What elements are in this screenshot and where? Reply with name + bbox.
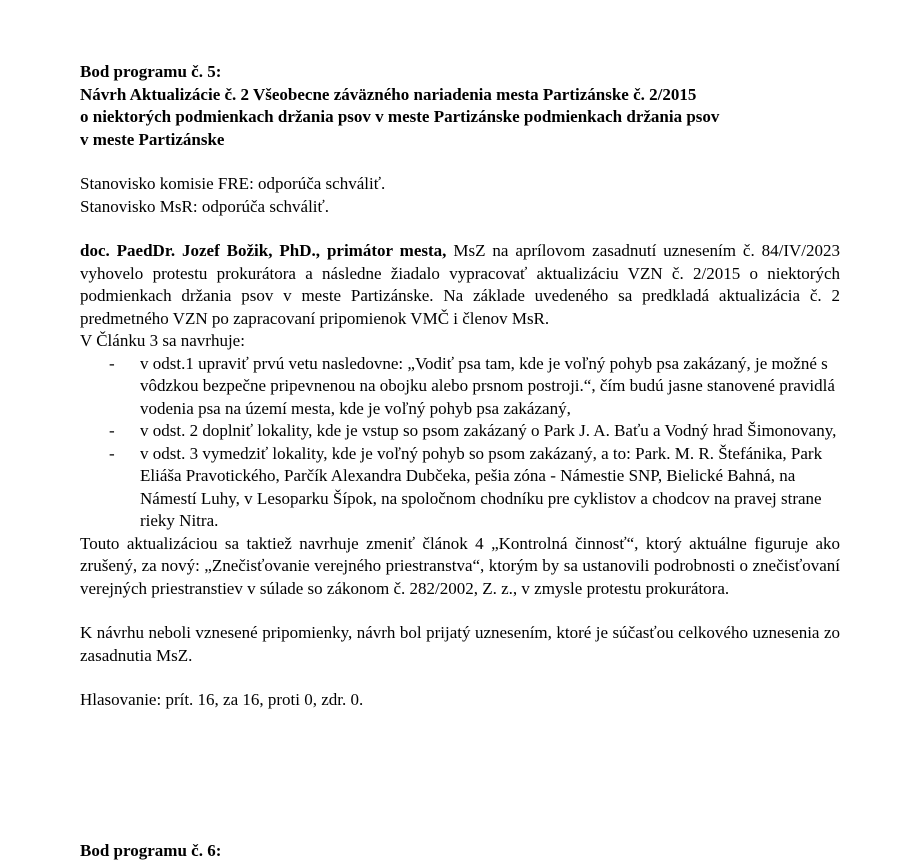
agenda-item-title-line-2: o niektorých podmienkach držania psov v meste Partizánske podmienkach držania psov (80, 107, 720, 126)
agenda-item-heading (80, 61, 840, 151)
article3-list (80, 353, 840, 533)
agenda-item-title-line-3: v meste Partizánske (80, 129, 225, 149)
list-item-text: v odst. 3 vymedziť lokality, kde je voľný pohyb so psom zakázaný, a to: Park. M. R. Štefánika, Park Eliáša Pravotického, Parčík Alexandra Dubčeka, pešia zóna - Námestie SNP, Bielické Bahná, na Námestí Luhy, v Lesoparku Šípok, na spoločnom chodníku pre cyklistov a chodcov na pravej strane rieky Nitra. (140, 443, 823, 530)
article4-paragraph: Touto aktualizáciou sa taktiež navrhuje zmeniť článok 4 „Kontrolná činnosť“, ktorý aktuálne figuruje ako zrušený, za nový: „Znečisťovanie verejného priestranstva“, ktorým by sa ustanovili podrobnosti o znečisťovaní verejných priestranstiev v súlade so zákonom č. 282/2002, Z. z., v zmysle protestu prokurátora. (80, 533, 840, 598)
dash-bullet: - (109, 353, 115, 373)
dash-bullet: - (109, 443, 115, 463)
vote-result: Hlasovanie: prít. 16, za 16, proti 0, zdr. 0. (80, 690, 364, 709)
position-city-council: Stanovisko MsR: odporúča schváliť. (80, 196, 330, 216)
speaker-name: doc. PaedDr. Jozef Božik, PhD., primátor mesta, (80, 241, 447, 260)
agenda-item-number: Bod programu č. 5: (80, 62, 222, 81)
document-page (80, 61, 840, 712)
result-paragraph: K návrhu neboli vznesené pripomienky, návrh bol prijatý uznesením, ktoré je súčasťou celkového uznesenia zo zasadnutia MsZ. (80, 623, 840, 665)
dash-bullet: - (109, 421, 115, 440)
next-agenda-item-heading: Bod programu č. 6: (80, 841, 222, 860)
intro-paragraph (80, 240, 840, 330)
article3-lead: V Článku 3 sa navrhuje: (80, 331, 245, 350)
agenda-item-title-line-1: Návrh Aktualizácie č. 2 Všeobecne záväzného nariadenia mesta Partizánske č. 2/2015 (80, 84, 697, 104)
position-fre-committee: Stanovisko komisie FRE: odporúča schváliť. (80, 174, 386, 193)
intro-text: MsZ na aprílovom zasadnutí uznesením č. 84/IV/2023 vyhovelo protestu prokurátora a následne žiadalo vypracovať aktualizáciu VZN č. 2/2015 o niektorých podmienkach držania psov v meste Partizánske. Na základe uvedeného sa predkladá aktualizácia č. 2 predmetného VZN po zapracovaní pripomienok VMČ i členov MsR. (80, 241, 840, 328)
list-item (80, 353, 840, 421)
list-item (80, 420, 840, 443)
list-item-text: v odst.1 upraviť prvú vetu nasledovne: „Vodiť psa tam, kde je voľný pohyb psa zakázaný, je možné s vôdzkou bezpečne pripevnenou na obojku alebo prsnom postroji.“, čím budú jasne stanovené pravidlá vodenia psa na území mesta, kde je voľný pohyb psa zakázaný, (140, 353, 835, 418)
list-item-text: v odst. 2 doplniť lokality, kde je vstup so psom zakázaný o Park J. A. Baťu a Vodný hrad Šimonovany, (140, 421, 837, 440)
list-item (80, 443, 840, 533)
